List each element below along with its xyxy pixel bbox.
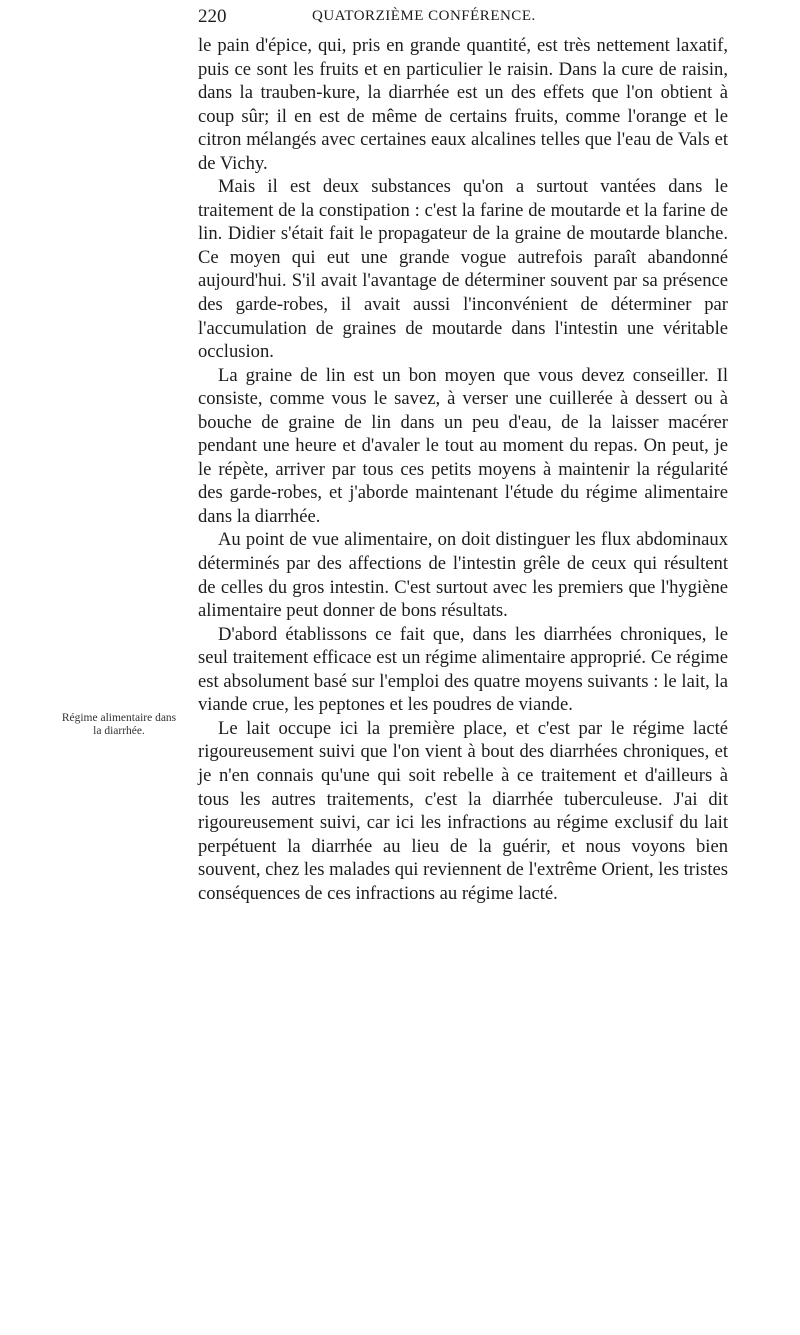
running-title: QUATORZIÈME CONFÉRENCE.: [312, 8, 536, 24]
paragraph-5: D'abord établissons ce fait que, dans les diarrhées chroniques, le seul traitement efficace est un régime alimentaire approprié. Ce régime est absolument basé sur l'emploi des quatre moyens suivants : le lait, la viande crue, les peptones et les poudres de viande.: [198, 623, 728, 716]
paragraph-1: le pain d'épice, qui, pris en grande quantité, est très nettement laxatif, puis ce sont les fruits et en particulier le raisin. Dans la cure de raisin, dans la trauben-kure, la diarrhée est un des effets que l'on obtient à coup sûr; il en est de même de certains fruits, comme l'orange et le citron mélangés avec certaines eaux alcalines telles que l'eau de Vals et de Vichy.: [198, 35, 728, 174]
paragraph-4: Au point de vue alimentaire, on doit distinguer les flux abdominaux déterminés par des affections de l'intestin grêle de ceux qui résultent de celles du gros intestin. C'est surtout avec les premiers que l'hygiène alimentaire peut donner de bons résultats.: [198, 529, 728, 622]
margin-note: Régime alimentaire dans la diarrhée.: [61, 712, 177, 737]
paragraph-2: Mais il est deux substances qu'on a surtout vantées dans le traitement de la constipation : c'est la farine de moutarde et la farine de lin. Didier s'était fait le propagateur de la graine de moutarde blanche. Ce moyen qui eut une grande vogue autrefois paraît abandonné aujourd'hui. S'il avait l'avantage de déterminer souvent par sa présence des garde-robes, il avait aussi l'inconvénient de déterminer par l'accumulation de graines de moutarde dans l'intestin une véritable occlusion.: [198, 176, 728, 363]
page-header: [0, 6, 800, 32]
page-number: 220: [198, 6, 227, 27]
paragraph-6: Le lait occupe ici la première place, et c'est par le régime lacté rigoureusement suivi que l'on vient à bout des diarrhées chroniques, et je n'en connais qu'une qui soit rebelle à ce traitement et d'ailleurs à tous les autres traitements, c'est la diarrhée tuberculeuse. J'ai dit rigoureusement suivi, car ici les infractions au régime exclusif du lait perpétuent la diarrhée au lieu de la guérir, et nous voyons bien souvent, chez les malades qui reviennent de l'extrême Orient, les tristes conséquences de ces infractions au régime lacté.: [198, 717, 728, 904]
body-text: [198, 34, 728, 905]
paragraph-3: La graine de lin est un bon moyen que vous devez conseiller. Il consiste, comme vous le savez, à verser une cuillerée à dessert ou à bouche de graine de lin dans un peu d'eau, de la laisser macérer pendant une heure et d'avaler le tout au moment du repas. On peut, je le répète, arriver par tous ces petits moyens à maintenir la régularité des garde-robes, et j'aborde maintenant l'étude du régime alimentaire dans la diarrhée.: [198, 364, 728, 527]
